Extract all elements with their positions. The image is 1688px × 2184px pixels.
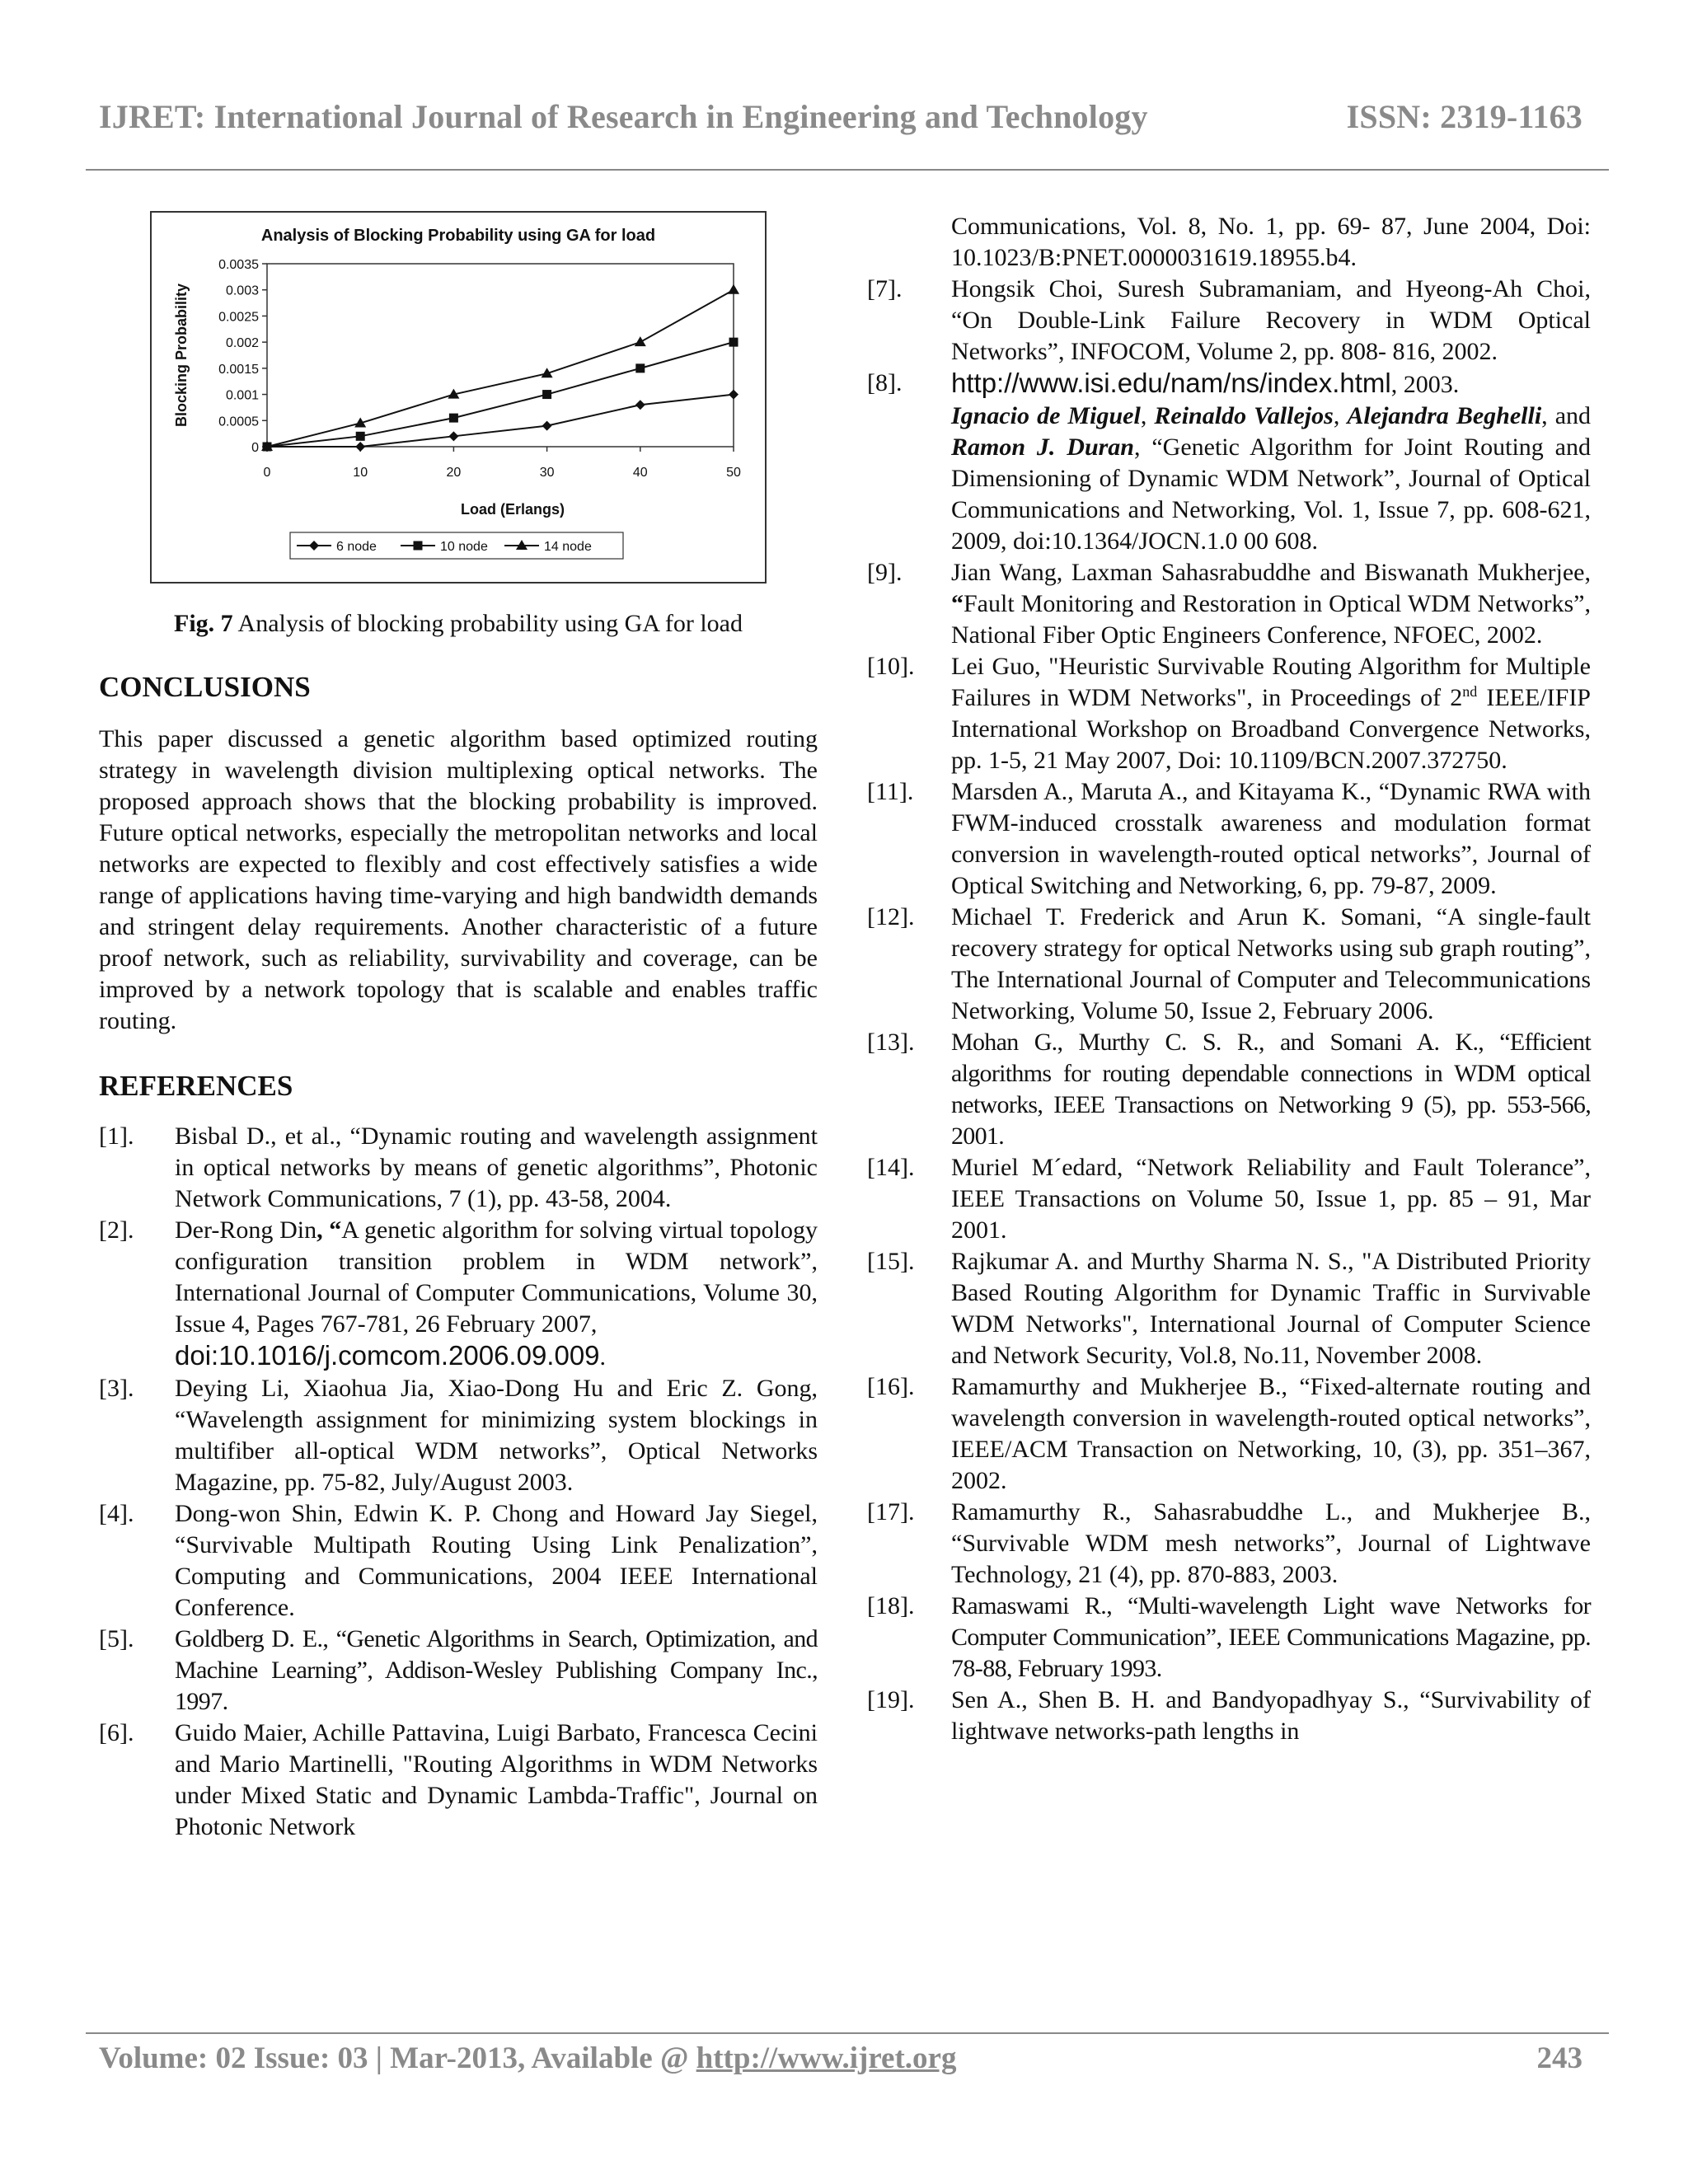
reference-superscript: nd xyxy=(1462,683,1478,700)
reference-authors: Jian Wang, Laxman Sahasrabuddhe and Biswanath Mukherjee, xyxy=(951,559,1591,586)
y-tick-label: 0.0035 xyxy=(218,258,259,272)
legend-marker xyxy=(414,541,423,551)
reference-text: Mohan G., Murthy C. S. R., and Somani A. K., “Efficient algorithms for routing dependable connections in WDM optical networks, IEEE Transactions on Networking 9 (5), pp. 553-566, 2001. xyxy=(951,1029,1591,1150)
reference-item xyxy=(867,776,1591,902)
reference-text: Rajkumar A. and Murthy Sharma N. S., "A Distributed Priority Based Routing Algorithm for Dynamic Traffic in Survivable WDM Networks", International Journal of Computer Science and Network Security, Vol.8, No.11, November 2008. xyxy=(951,1248,1591,1369)
reference-text xyxy=(951,368,1591,557)
reference-item xyxy=(867,1152,1591,1246)
figure-caption-label: Fig. 7 xyxy=(174,610,233,637)
data-point-6-node xyxy=(542,421,552,431)
references-list-left xyxy=(99,1121,818,1843)
footer-divider xyxy=(86,2032,1609,2034)
y-tick-label: 0.002 xyxy=(225,336,259,351)
series-line-14-node xyxy=(267,290,734,447)
right-column xyxy=(867,211,1591,1747)
reference-item xyxy=(867,1371,1591,1497)
plot-area xyxy=(267,264,734,447)
reference-number: [16]. xyxy=(867,1373,915,1400)
reference-number: [7]. xyxy=(867,275,903,302)
references-heading: REFERENCES xyxy=(99,1070,293,1102)
reference-number: [6]. xyxy=(99,1719,134,1746)
reference-text xyxy=(951,651,1591,776)
journal-title: IJRET: International Journal of Research in Engineering and Technology xyxy=(99,98,1148,135)
data-point-6-node xyxy=(355,442,365,452)
reference-text: Deying Li, Xiaohua Jia, Xiao-Dong Hu and Eric Z. Gong, “Wavelength assignment for minimizing system blockings in multifiber all-optical WDM networks”, Optical Networks Magazine, pp. 75-82, July/August 2003. xyxy=(175,1375,818,1496)
data-point-10-node xyxy=(635,363,645,373)
legend-label: 6 node xyxy=(336,540,377,554)
reference-item xyxy=(867,1685,1591,1747)
y-tick-label: 0.003 xyxy=(225,284,259,298)
reference-text: Hongsik Choi, Suresh Subramaniam, and Hyeong-Ah Choi, “On Double-Link Failure Recovery in WDM Optical Networks”, INFOCOM, Volume 2, pp. 808- 816, 2002. xyxy=(951,275,1591,365)
reference-text: Sen A., Shen B. H. and Bandyopadhyay S., “Survivability of lightwave networks-path lengths in xyxy=(951,1686,1591,1745)
y-tick-label: 0.0025 xyxy=(218,310,259,325)
data-point-14-node xyxy=(635,336,646,346)
footer-volume-text: Volume: 02 Issue: 03 | Mar-2013, Available @ xyxy=(99,2041,696,2075)
y-tick-label: 0.0015 xyxy=(218,362,259,377)
reference-author: Ignacio de Miguel xyxy=(951,402,1141,429)
reference-item xyxy=(99,1215,818,1373)
reference-number: [8]. xyxy=(867,369,903,396)
reference-item xyxy=(867,1591,1591,1685)
data-point-10-node xyxy=(449,414,458,423)
reference-text: Muriel M´edard, “Network Reliability and Fault Tolerance”, IEEE Transactions on Volume 50, Issue 1, pp. 85 – 91, Mar 2001. xyxy=(951,1154,1591,1244)
data-point-6-node xyxy=(448,431,458,441)
reference-item xyxy=(867,651,1591,776)
reference-text: Marsden A., Maruta A., and Kitayama K., “Dynamic RWA with FWM-induced crosstalk awareness and modulation format conversion in wavelength-routed optical networks”, Journal of Optical Switching and Networking, 6, pp. 79-87, 2009. xyxy=(951,778,1591,899)
reference-number: [17]. xyxy=(867,1498,915,1526)
reference-item xyxy=(867,274,1591,368)
issn: ISSN: 2319-1163 xyxy=(1346,98,1582,135)
reference-number: [10]. xyxy=(867,653,915,680)
x-tick-label: 10 xyxy=(353,466,368,480)
reference-year: , 2003. xyxy=(1390,371,1460,398)
reference-body: Lei Guo, "Heuristic Survivable Routing Algorithm for Multiple Failures in WDM Networks", in Proceedings of 2 xyxy=(951,653,1591,711)
reference-body: Fault Monitoring and Restoration in Optical WDM Networks”, National Fiber Optic Engineers Conference, NFOEC, 2002. xyxy=(951,590,1591,649)
footer-journal-link[interactable]: http://www.ijret.org xyxy=(696,2041,957,2075)
reference-text: Ramamurthy and Mukherjee B., “Fixed-alternate routing and wavelength conversion in wavelength-routed optical networks”, IEEE/ACM Transaction on Networking, 10, (3), pp. 351–367, 2002. xyxy=(951,1373,1591,1494)
conclusions-body: This paper discussed a genetic algorithm based optimized routing strategy in wavelength division multiplexing optical networks. The proposed approach shows that the blocking probability is improved. Future optical networks, especially the metropolitan networks and local networks are expected to flexibly and cost effectively satisfies a wide range of applications having time-varying and high bandwidth demands and stringent delay requirements. Another characteristic of a future proof network, such as reliability, survivability and coverage, can be improved by a network topology that is scalable and enables traffic routing. xyxy=(99,725,818,1034)
data-point-14-node xyxy=(728,284,739,294)
reference-text: Dong-won Shin, Edwin K. P. Chong and Howard Jay Siegel, “Survivable Multipath Routing Using Link Penalization”, Computing and Communications, 2004 IEEE International Conference. xyxy=(175,1500,818,1621)
reference-number: [15]. xyxy=(867,1248,915,1275)
chart-x-axis-label: Load (Erlangs) xyxy=(460,501,565,518)
reference-author: Alejandra Beghelli xyxy=(1347,402,1542,429)
reference-item xyxy=(867,1246,1591,1371)
reference-number: [4]. xyxy=(99,1500,134,1527)
left-column xyxy=(99,669,818,1843)
reference-body: A genetic algorithm for solving virtual topology configuration transition problem in WDM network”, International Journal of Computer Communications, Volume 30, Issue 4, Pages 767-781, 26 February 2007, xyxy=(175,1216,818,1338)
x-tick-label: 50 xyxy=(726,466,741,480)
reference-number: [3]. xyxy=(99,1375,134,1402)
reference-text: Michael T. Frederick and Arun K. Somani, “A single-fault recovery strategy for optical Networks using sub graph routing”, The International Journal of Computer and Telecommunications Networking, Volume 50, Issue 2, February 2006. xyxy=(951,903,1591,1024)
figure-caption-text: Analysis of blocking probability using GA for load xyxy=(232,610,743,637)
y-tick-label: 0.0005 xyxy=(218,415,259,429)
reference-item xyxy=(867,1497,1591,1591)
page-number: 243 xyxy=(1536,2041,1582,2075)
reference-item xyxy=(867,557,1591,651)
chart-title: Analysis of Blocking Probability using GA for load xyxy=(260,227,656,245)
reference-text xyxy=(175,1215,818,1373)
blocking-probability-chart xyxy=(150,211,767,583)
footer-volume xyxy=(99,2041,956,2076)
reference-item xyxy=(99,1498,818,1624)
reference-text: Ramamurthy R., Sahasrabuddhe L., and Mukherjee B., “Survivable WDM mesh networks”, Journal of Lightwave Technology, 21 (4), pp. 870-883, 2003. xyxy=(951,1498,1591,1588)
reference-number: [14]. xyxy=(867,1154,915,1181)
legend-label: 10 node xyxy=(440,540,488,554)
reference-number: [2]. xyxy=(99,1216,134,1244)
reference-item xyxy=(99,1373,818,1498)
reference-authors: Der-Rong Din xyxy=(175,1216,317,1244)
reference-number: [19]. xyxy=(867,1686,915,1713)
figure-caption xyxy=(99,610,818,638)
x-tick-label: 40 xyxy=(632,466,648,480)
reference-item-continued xyxy=(867,211,1591,274)
reference-punct: , “ xyxy=(316,1216,342,1244)
reference-number: [18]. xyxy=(867,1592,915,1619)
reference-punct: “ xyxy=(951,590,964,617)
reference-body: IEEE/IFIP International Workshop on Broadband Convergence Networks, pp. 1-5, 21 May 2007, Doi: 10.1109/BCN.2007.372750. xyxy=(951,684,1591,774)
reference-author: Ramon J. Duran xyxy=(951,434,1134,461)
data-point-6-node xyxy=(635,400,645,410)
reference-url[interactable]: http://www.isi.edu/nam/ns/index.html xyxy=(951,368,1391,398)
reference-punct: . xyxy=(599,1343,607,1371)
reference-number: [1]. xyxy=(99,1122,134,1150)
reference-text: Bisbal D., et al., “Dynamic routing and wavelength assignment in optical networks by means of genetic algorithms”, Photonic Network Communications, 7 (1), pp. 43-58, 2004. xyxy=(175,1122,818,1212)
data-point-10-node xyxy=(356,432,365,441)
reference-item xyxy=(99,1624,818,1718)
reference-number: [13]. xyxy=(867,1029,915,1056)
reference-punct: , and xyxy=(1541,402,1592,429)
reference-text: Ramaswami R., “Multi-wavelength Light wave Networks for Computer Communication”, IEEE Communications Magazine, pp. 78-88, February 1993. xyxy=(951,1592,1591,1682)
reference-item xyxy=(867,902,1591,1027)
reference-text: Communications, Vol. 8, No. 1, pp. 69- 87, June 2004, Doi: 10.1023/B:PNET.0000031619.18955.b4. xyxy=(951,213,1591,271)
reference-text: Goldberg D. E., “Genetic Algorithms in Search, Optimization, and Machine Learning”, Addison-Wesley Publishing Company Inc., 1997. xyxy=(175,1625,818,1715)
conclusions-heading: CONCLUSIONS xyxy=(99,671,311,703)
reference-item xyxy=(99,1121,818,1215)
header-divider xyxy=(86,169,1609,171)
data-point-10-node xyxy=(542,390,551,399)
reference-item xyxy=(867,368,1591,557)
reference-author: Reinaldo Vallejos xyxy=(1154,402,1334,429)
data-point-10-node xyxy=(729,338,738,347)
reference-doi[interactable]: doi:10.1016/j.comcom.2006.09.009 xyxy=(175,1340,600,1371)
y-tick-label: 0.001 xyxy=(225,388,259,403)
data-point-6-node xyxy=(729,390,738,400)
reference-body: , “Genetic Algorithm for Joint Routing and Dimensioning of Dynamic WDM Network”, Journal of Optical Communications and Networking, Vol. 1, Issue 7, pp. 608-621, 2009, doi:10.1364/JOCN.1.0 00 608. xyxy=(951,434,1591,555)
reference-item xyxy=(867,1027,1591,1152)
x-tick-label: 20 xyxy=(446,466,462,480)
reference-number: [9]. xyxy=(867,559,903,586)
reference-punct: , xyxy=(1333,402,1348,429)
legend-label: 14 node xyxy=(544,540,592,554)
chart-svg xyxy=(152,213,765,582)
reference-text xyxy=(951,557,1591,651)
reference-item xyxy=(99,1718,818,1843)
reference-number: [11]. xyxy=(867,778,914,805)
y-tick-label: 0 xyxy=(251,441,259,455)
reference-punct: , xyxy=(1140,402,1155,429)
x-tick-label: 0 xyxy=(263,466,271,480)
reference-text: Guido Maier, Achille Pattavina, Luigi Barbato, Francesca Cecini and Mario Martinelli, "Routing Algorithms in WDM Networks under Mixed Static and Dynamic Lambda-Traffic", Journal on Photonic Network xyxy=(175,1719,818,1840)
x-tick-label: 30 xyxy=(539,466,555,480)
reference-number: [12]. xyxy=(867,903,915,930)
chart-y-axis-label: Blocking Probability xyxy=(173,283,190,428)
reference-number: [5]. xyxy=(99,1625,134,1652)
